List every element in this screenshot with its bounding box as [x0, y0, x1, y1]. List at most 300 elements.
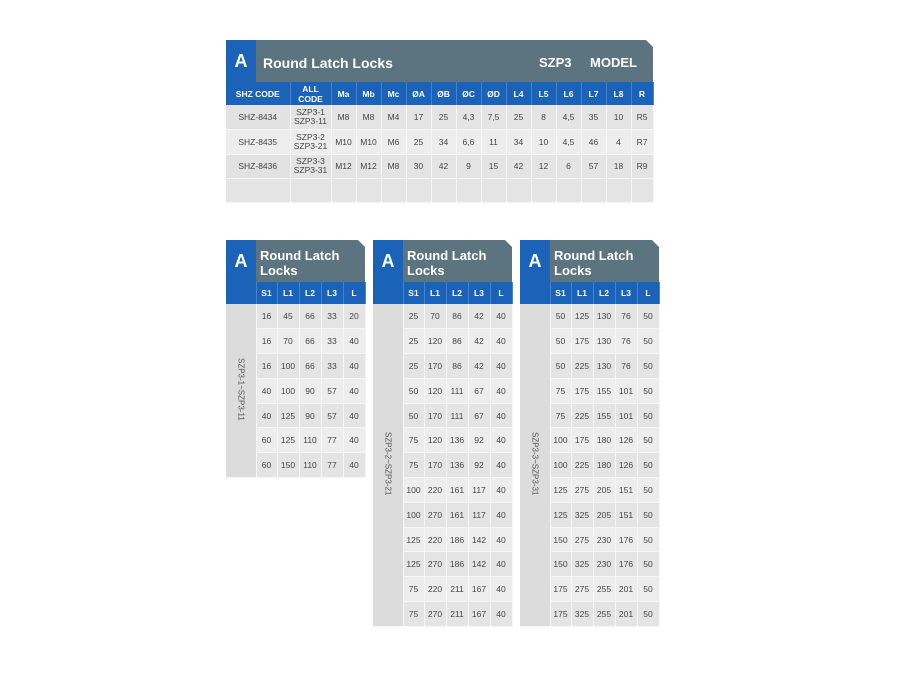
sub-header-cell: L1: [571, 282, 593, 304]
sub-value-cell: 40: [490, 602, 512, 627]
empty-cell: [556, 179, 581, 203]
empty-cell: [531, 179, 556, 203]
sub-value-cell: 211: [446, 602, 468, 627]
sub-value-cell: 275: [571, 577, 593, 602]
sub-value-cell: 76: [615, 304, 637, 329]
sub-value-cell: 100: [403, 502, 424, 527]
sub-value-cell: 42: [468, 304, 490, 329]
sub-value-cell: 125: [403, 552, 424, 577]
sub-value-cell: 75: [403, 577, 424, 602]
sub-value-cell: 175: [571, 428, 593, 453]
sub-value-cell: 275: [571, 527, 593, 552]
sub-value-cell: 76: [615, 329, 637, 354]
sub-value-cell: 50: [637, 304, 659, 329]
sub-value-cell: 100: [403, 478, 424, 503]
sub-value-cell: 101: [615, 403, 637, 428]
sub-header-blank: [226, 282, 256, 304]
model-range-label-cell: [373, 304, 403, 626]
sub-value-cell: 270: [424, 602, 446, 627]
sub-title-line-2: Locks: [407, 263, 445, 278]
main-header-cell: ØD: [481, 82, 506, 105]
sub-value-cell: 180: [593, 428, 615, 453]
main-header-row: [226, 82, 653, 105]
sub-value-cell: 170: [424, 354, 446, 379]
main-header-cell: ØA: [406, 82, 431, 105]
sub-value-cell: 67: [468, 403, 490, 428]
main-value-cell: 6: [556, 154, 581, 179]
all-code-cell: [290, 154, 331, 179]
all-code-line-1: SZP3-2: [296, 131, 325, 142]
sub-value-cell: 50: [403, 378, 424, 403]
model-range-label: SZP3-3~SZP3-31: [530, 432, 540, 496]
sub-value-cell: 86: [446, 329, 468, 354]
sub-value-cell: 117: [468, 478, 490, 503]
sub-value-cell: 101: [615, 378, 637, 403]
main-value-cell: M6: [381, 130, 406, 155]
main-value-cell: 10: [531, 130, 556, 155]
sub-value-cell: 86: [446, 354, 468, 379]
sub-header-cell: L: [490, 282, 512, 304]
main-value-cell: R9: [631, 154, 653, 179]
sub-value-cell: 50: [550, 329, 571, 354]
sub-value-cell: 50: [403, 403, 424, 428]
empty-cell: [381, 179, 406, 203]
sub-value-cell: 220: [424, 478, 446, 503]
main-value-cell: M4: [381, 105, 406, 130]
main-header-cell: ØC: [456, 82, 481, 105]
sub-value-cell: 75: [550, 403, 571, 428]
sub-header-cell: S1: [256, 282, 277, 304]
sub-value-cell: 126: [615, 428, 637, 453]
title-corner-cut: [652, 240, 659, 247]
sub-value-cell: 75: [403, 428, 424, 453]
sub-value-cell: 130: [593, 304, 615, 329]
main-value-cell: 42: [431, 154, 456, 179]
sub-header-blank: [373, 282, 403, 304]
model-label: MODEL: [590, 55, 637, 70]
main-value-cell: 8: [531, 105, 556, 130]
sub-value-cell: 20: [343, 304, 365, 329]
sub-value-cell: 325: [571, 552, 593, 577]
sub-value-cell: 40: [343, 403, 365, 428]
sub-value-cell: 230: [593, 552, 615, 577]
sub-value-cell: 50: [550, 304, 571, 329]
main-value-cell: 15: [481, 154, 506, 179]
sub-value-cell: 100: [277, 354, 299, 379]
main-header-cell: L8: [606, 82, 631, 105]
sub-value-cell: 120: [424, 329, 446, 354]
sub-value-cell: 176: [615, 527, 637, 552]
sub-value-cell: 167: [468, 602, 490, 627]
empty-cell: [581, 179, 606, 203]
sub-value-cell: 40: [490, 378, 512, 403]
sub-value-cell: 150: [277, 453, 299, 478]
sub-value-cell: 75: [550, 378, 571, 403]
sub-value-cell: 186: [446, 552, 468, 577]
all-code-line-1: SZP3-1: [296, 107, 325, 117]
main-value-cell: 4,5: [556, 105, 581, 130]
sub-value-cell: 60: [256, 453, 277, 478]
sub-title-bar: [373, 240, 512, 282]
sub-header-row: [520, 282, 659, 304]
sub-header-cell: L1: [424, 282, 446, 304]
main-value-cell: M8: [356, 105, 381, 130]
sub-value-cell: 225: [571, 403, 593, 428]
sub-spec-table: [226, 282, 366, 478]
sub-value-cell: 225: [571, 354, 593, 379]
sub-value-cell: 75: [403, 602, 424, 627]
empty-cell: [506, 179, 531, 203]
empty-cell: [631, 179, 653, 203]
sub-value-cell: 40: [343, 428, 365, 453]
main-value-cell: 7,5: [481, 105, 506, 130]
sub-value-cell: 50: [637, 527, 659, 552]
sub-value-cell: 220: [424, 527, 446, 552]
sub-value-cell: 90: [299, 403, 321, 428]
sub-value-cell: 125: [571, 304, 593, 329]
title-corner-cut: [646, 40, 653, 47]
main-value-cell: 4,3: [456, 105, 481, 130]
sub-value-cell: 170: [424, 403, 446, 428]
sub-header-cell: L3: [468, 282, 490, 304]
model-range-label: SZP3-2~SZP3-21: [383, 432, 393, 496]
sub-table-row: [226, 304, 365, 329]
sub-header-row: [226, 282, 365, 304]
main-value-cell: M8: [331, 105, 356, 130]
empty-cell: [226, 179, 290, 203]
sub-value-cell: 16: [256, 304, 277, 329]
sub-value-cell: 57: [321, 378, 343, 403]
sub-header-cell: L: [343, 282, 365, 304]
sub-value-cell: 186: [446, 527, 468, 552]
sub-value-cell: 117: [468, 502, 490, 527]
empty-cell: [290, 179, 331, 203]
sub-value-cell: 40: [343, 378, 365, 403]
sub-value-cell: 40: [490, 428, 512, 453]
sub-value-cell: 161: [446, 502, 468, 527]
sub-value-cell: 110: [299, 428, 321, 453]
all-code-line-1: SZP3-3: [296, 156, 325, 167]
sub-value-cell: 45: [277, 304, 299, 329]
sub-value-cell: 50: [637, 378, 659, 403]
main-value-cell: 4,5: [556, 130, 581, 155]
sub-value-cell: 167: [468, 577, 490, 602]
sub-value-cell: 111: [446, 378, 468, 403]
main-header-cell: L7: [581, 82, 606, 105]
empty-cell: [406, 179, 431, 203]
sub-value-cell: 40: [343, 329, 365, 354]
main-value-cell: 46: [581, 130, 606, 155]
main-value-cell: 9: [456, 154, 481, 179]
sub-value-cell: 175: [571, 378, 593, 403]
sub-value-cell: 42: [468, 354, 490, 379]
sub-value-cell: 40: [343, 354, 365, 379]
all-code-line-2: SZP3-31: [293, 165, 328, 176]
sub-value-cell: 125: [403, 527, 424, 552]
sub-value-cell: 40: [256, 403, 277, 428]
sub-value-cell: 77: [321, 453, 343, 478]
main-value-cell: 35: [581, 105, 606, 130]
sub-value-cell: 161: [446, 478, 468, 503]
sub-header-cell: L: [637, 282, 659, 304]
main-value-cell: M12: [331, 154, 356, 179]
sub-title-bar: [226, 240, 365, 282]
main-value-cell: 34: [431, 130, 456, 155]
sub-table-row: [520, 304, 659, 329]
main-table-row: [226, 130, 653, 155]
sub-badge: A: [226, 240, 256, 282]
sub-value-cell: 155: [593, 378, 615, 403]
main-header-cell: L5: [531, 82, 556, 105]
sub-value-cell: 67: [468, 378, 490, 403]
model-range-label: SZP3-1~SZP3-11: [236, 358, 246, 421]
sub-value-cell: 180: [593, 453, 615, 478]
main-table-row: [226, 154, 653, 179]
sub-value-cell: 325: [571, 602, 593, 627]
sub-header-blank: [520, 282, 550, 304]
sub-value-cell: 40: [343, 453, 365, 478]
main-spec-table-block: [226, 40, 653, 204]
sub-value-cell: 90: [299, 378, 321, 403]
title-corner-cut: [505, 240, 512, 247]
sub-value-cell: 170: [424, 453, 446, 478]
sub-value-cell: 136: [446, 453, 468, 478]
sub-value-cell: 92: [468, 428, 490, 453]
main-value-cell: M8: [381, 154, 406, 179]
sub-value-cell: 40: [490, 304, 512, 329]
sub-title-line-2: Locks: [260, 263, 298, 278]
main-header-cell: Mb: [356, 82, 381, 105]
sub-value-cell: 230: [593, 527, 615, 552]
sub-title-line-2: Locks: [554, 263, 592, 278]
sub-value-cell: 92: [468, 453, 490, 478]
sub-value-cell: 25: [403, 354, 424, 379]
main-header-cell: ØB: [431, 82, 456, 105]
sub-value-cell: 211: [446, 577, 468, 602]
sub-value-cell: 40: [256, 378, 277, 403]
sub-title-line-1: Round Latch: [554, 248, 634, 263]
all-code-line-2: SZP3-11: [294, 116, 327, 126]
empty-cell: [481, 179, 506, 203]
sub-value-cell: 100: [277, 378, 299, 403]
sub-value-cell: 33: [321, 329, 343, 354]
sub-value-cell: 50: [637, 602, 659, 627]
sub-value-cell: 40: [490, 478, 512, 503]
sub-value-cell: 175: [550, 577, 571, 602]
main-header-cell: L4: [506, 82, 531, 105]
main-value-cell: R5: [631, 105, 653, 130]
sub-value-cell: 270: [424, 502, 446, 527]
sub-value-cell: 76: [615, 354, 637, 379]
sub-value-cell: 175: [571, 329, 593, 354]
main-spec-table: [226, 82, 654, 203]
sub-value-cell: 66: [299, 329, 321, 354]
main-value-cell: M10: [356, 130, 381, 155]
sub-value-cell: 42: [468, 329, 490, 354]
sub-header-cell: L3: [615, 282, 637, 304]
main-value-cell: M10: [331, 130, 356, 155]
sub-value-cell: 176: [615, 552, 637, 577]
main-header-cell: Mc: [381, 82, 406, 105]
sub-title-line-1: Round Latch: [260, 248, 340, 263]
main-value-cell: 42: [506, 154, 531, 179]
sub-value-cell: 126: [615, 453, 637, 478]
main-value-cell: 18: [606, 154, 631, 179]
sub-value-cell: 50: [637, 453, 659, 478]
all-code-line-2: SZP3-21: [293, 140, 328, 151]
main-header-cell: Ma: [331, 82, 356, 105]
sub-header-cell: L2: [446, 282, 468, 304]
main-badge: A: [226, 40, 256, 82]
main-value-cell: 25: [406, 130, 431, 155]
sub-value-cell: 142: [468, 552, 490, 577]
sub-value-cell: 201: [615, 577, 637, 602]
sub-value-cell: 142: [468, 527, 490, 552]
sub-value-cell: 25: [403, 304, 424, 329]
sub-value-cell: 110: [299, 453, 321, 478]
empty-cell: [431, 179, 456, 203]
empty-cell: [606, 179, 631, 203]
main-title-bar: [226, 40, 653, 82]
sub-value-cell: 70: [424, 304, 446, 329]
main-value-cell: 30: [406, 154, 431, 179]
sub-header-cell: L1: [277, 282, 299, 304]
model-code: SZP3: [539, 55, 572, 70]
sub-value-cell: 150: [550, 552, 571, 577]
sub-value-cell: 50: [637, 478, 659, 503]
sub-value-cell: 66: [299, 354, 321, 379]
main-value-cell: 34: [506, 130, 531, 155]
main-header-cell: SHZ CODE: [226, 82, 290, 105]
main-empty-row: [226, 179, 653, 203]
sub-value-cell: 40: [490, 453, 512, 478]
sub-value-cell: 25: [403, 329, 424, 354]
sub-value-cell: 130: [593, 329, 615, 354]
sub-value-cell: 255: [593, 577, 615, 602]
shz-code-cell: SHZ-8434: [226, 105, 290, 130]
sub-value-cell: 225: [571, 453, 593, 478]
main-value-cell: M12: [356, 154, 381, 179]
sub-value-cell: 50: [637, 354, 659, 379]
sub-value-cell: 136: [446, 428, 468, 453]
sub-value-cell: 50: [637, 577, 659, 602]
sub-value-cell: 151: [615, 478, 637, 503]
empty-cell: [456, 179, 481, 203]
sub-header-cell: L3: [321, 282, 343, 304]
sub-value-cell: 270: [424, 552, 446, 577]
sub-value-cell: 125: [550, 502, 571, 527]
main-table-row: [226, 105, 653, 130]
sub-value-cell: 150: [550, 527, 571, 552]
sub-value-cell: 33: [321, 304, 343, 329]
sub-value-cell: 100: [550, 428, 571, 453]
sub-badge: A: [520, 240, 550, 282]
title-corner-cut: [358, 240, 365, 247]
sub-value-cell: 125: [550, 478, 571, 503]
sub-value-cell: 33: [321, 354, 343, 379]
sub-value-cell: 16: [256, 354, 277, 379]
sub-badge: A: [373, 240, 403, 282]
sub-value-cell: 111: [446, 403, 468, 428]
all-code-cell: [290, 105, 331, 130]
main-header-cell: ALL CODE: [290, 82, 331, 105]
shz-code-cell: SHZ-8436: [226, 154, 290, 179]
sub-header-cell: L2: [593, 282, 615, 304]
main-value-cell: R7: [631, 130, 653, 155]
sub-spec-table: [520, 282, 660, 627]
sub-value-cell: 175: [550, 602, 571, 627]
sub-value-cell: 100: [550, 453, 571, 478]
main-title: Round Latch Locks: [263, 55, 393, 71]
sub-value-cell: 40: [490, 577, 512, 602]
sub-value-cell: 130: [593, 354, 615, 379]
main-value-cell: 10: [606, 105, 631, 130]
all-code-cell: [290, 130, 331, 155]
sub-value-cell: 220: [424, 577, 446, 602]
sub-value-cell: 50: [637, 403, 659, 428]
sub-value-cell: 50: [637, 329, 659, 354]
sub-header-row: [373, 282, 512, 304]
sub-header-cell: S1: [550, 282, 571, 304]
sub-value-cell: 50: [637, 428, 659, 453]
sub-value-cell: 205: [593, 502, 615, 527]
main-value-cell: 6,6: [456, 130, 481, 155]
sub-value-cell: 205: [593, 478, 615, 503]
sub-header-cell: S1: [403, 282, 424, 304]
sub-header-cell: L2: [299, 282, 321, 304]
sub-value-cell: 201: [615, 602, 637, 627]
model-range-label-cell: [226, 304, 256, 478]
sub-title-line-1: Round Latch: [407, 248, 487, 263]
sub-value-cell: 16: [256, 329, 277, 354]
sub-value-cell: 40: [490, 527, 512, 552]
sub-value-cell: 40: [490, 329, 512, 354]
main-value-cell: 4: [606, 130, 631, 155]
sub-table-row: [373, 304, 512, 329]
sub-value-cell: 77: [321, 428, 343, 453]
sub-value-cell: 155: [593, 403, 615, 428]
sub-value-cell: 57: [321, 403, 343, 428]
sub-value-cell: 75: [403, 453, 424, 478]
main-header-cell: L6: [556, 82, 581, 105]
main-value-cell: 11: [481, 130, 506, 155]
sub-value-cell: 50: [637, 502, 659, 527]
sub-value-cell: 40: [490, 502, 512, 527]
main-value-cell: 25: [506, 105, 531, 130]
sub-value-cell: 50: [637, 552, 659, 577]
sub-value-cell: 70: [277, 329, 299, 354]
sub-value-cell: 120: [424, 378, 446, 403]
sub-value-cell: 66: [299, 304, 321, 329]
sub-value-cell: 86: [446, 304, 468, 329]
main-value-cell: 12: [531, 154, 556, 179]
model-range-label-cell: [520, 304, 550, 626]
sub-value-cell: 255: [593, 602, 615, 627]
shz-code-cell: SHZ-8435: [226, 130, 290, 155]
main-value-cell: 25: [431, 105, 456, 130]
sub-value-cell: 50: [550, 354, 571, 379]
sub-value-cell: 275: [571, 478, 593, 503]
main-value-cell: 17: [406, 105, 431, 130]
sub-value-cell: 60: [256, 428, 277, 453]
empty-cell: [356, 179, 381, 203]
main-value-cell: 57: [581, 154, 606, 179]
sub-value-cell: 40: [490, 354, 512, 379]
sub-value-cell: 40: [490, 403, 512, 428]
sub-value-cell: 125: [277, 403, 299, 428]
sub-value-cell: 125: [277, 428, 299, 453]
sub-value-cell: 120: [424, 428, 446, 453]
